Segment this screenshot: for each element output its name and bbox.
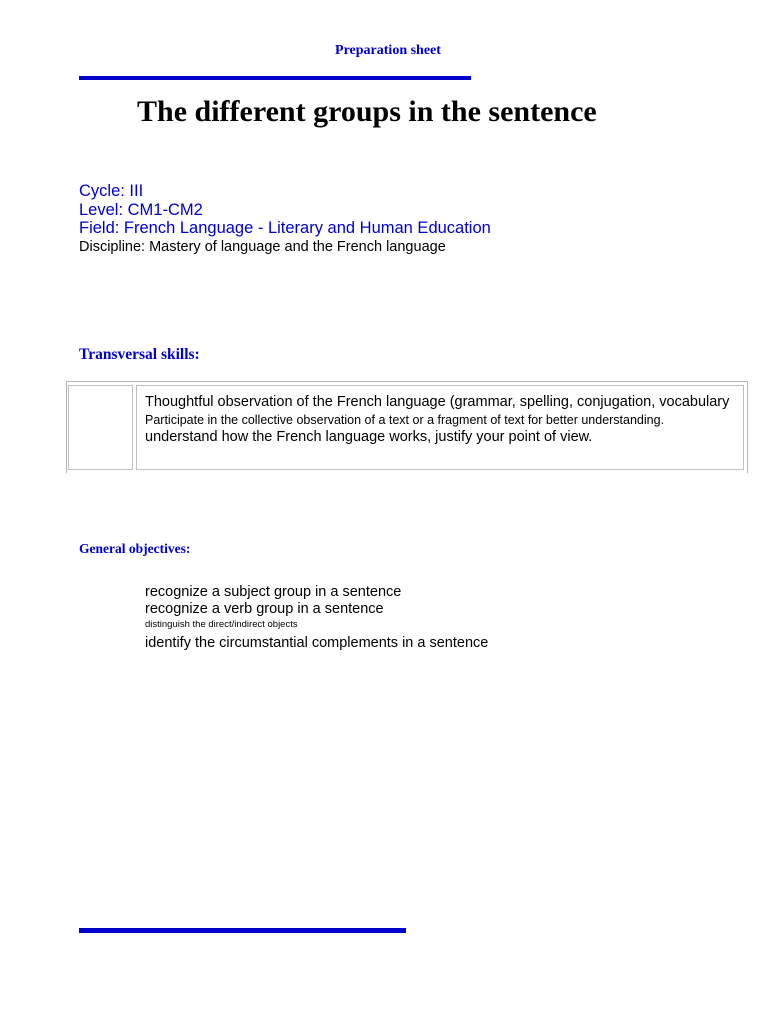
transversal-skills-heading: Transversal skills: — [79, 346, 200, 363]
objective-item: recognize a verb group in a sentence — [145, 601, 384, 617]
skills-empty-cell — [68, 385, 133, 470]
page-title: The different groups in the sentence — [137, 95, 597, 128]
skills-text-cell — [136, 385, 744, 470]
general-objectives-heading: General objectives: — [79, 541, 191, 556]
objective-item: identify the circumstantial complements in a sentence — [145, 635, 489, 651]
level-line: Level: CM1-CM2 — [79, 201, 203, 219]
cycle-line: Cycle: III — [79, 182, 144, 200]
objective-item: recognize a subject group in a sentence — [145, 584, 402, 600]
top-divider — [79, 76, 471, 80]
objective-item: distinguish the direct/indirect objects — [145, 619, 298, 630]
skill-item: Thoughtful observation of the French language (grammar, spelling, conjugation, vocabulary — [145, 394, 730, 410]
discipline-line: Discipline: Mastery of language and the French language — [79, 239, 446, 255]
bottom-divider — [79, 928, 406, 933]
preparation-sheet-label: Preparation sheet — [335, 43, 441, 58]
field-line: Field: French Language - Literary and Human Education — [79, 219, 491, 237]
skill-item: Participate in the collective observation of a text or a fragment of text for better understanding. — [145, 412, 665, 427]
skill-item: understand how the French language works, justify your point of view. — [145, 428, 593, 445]
